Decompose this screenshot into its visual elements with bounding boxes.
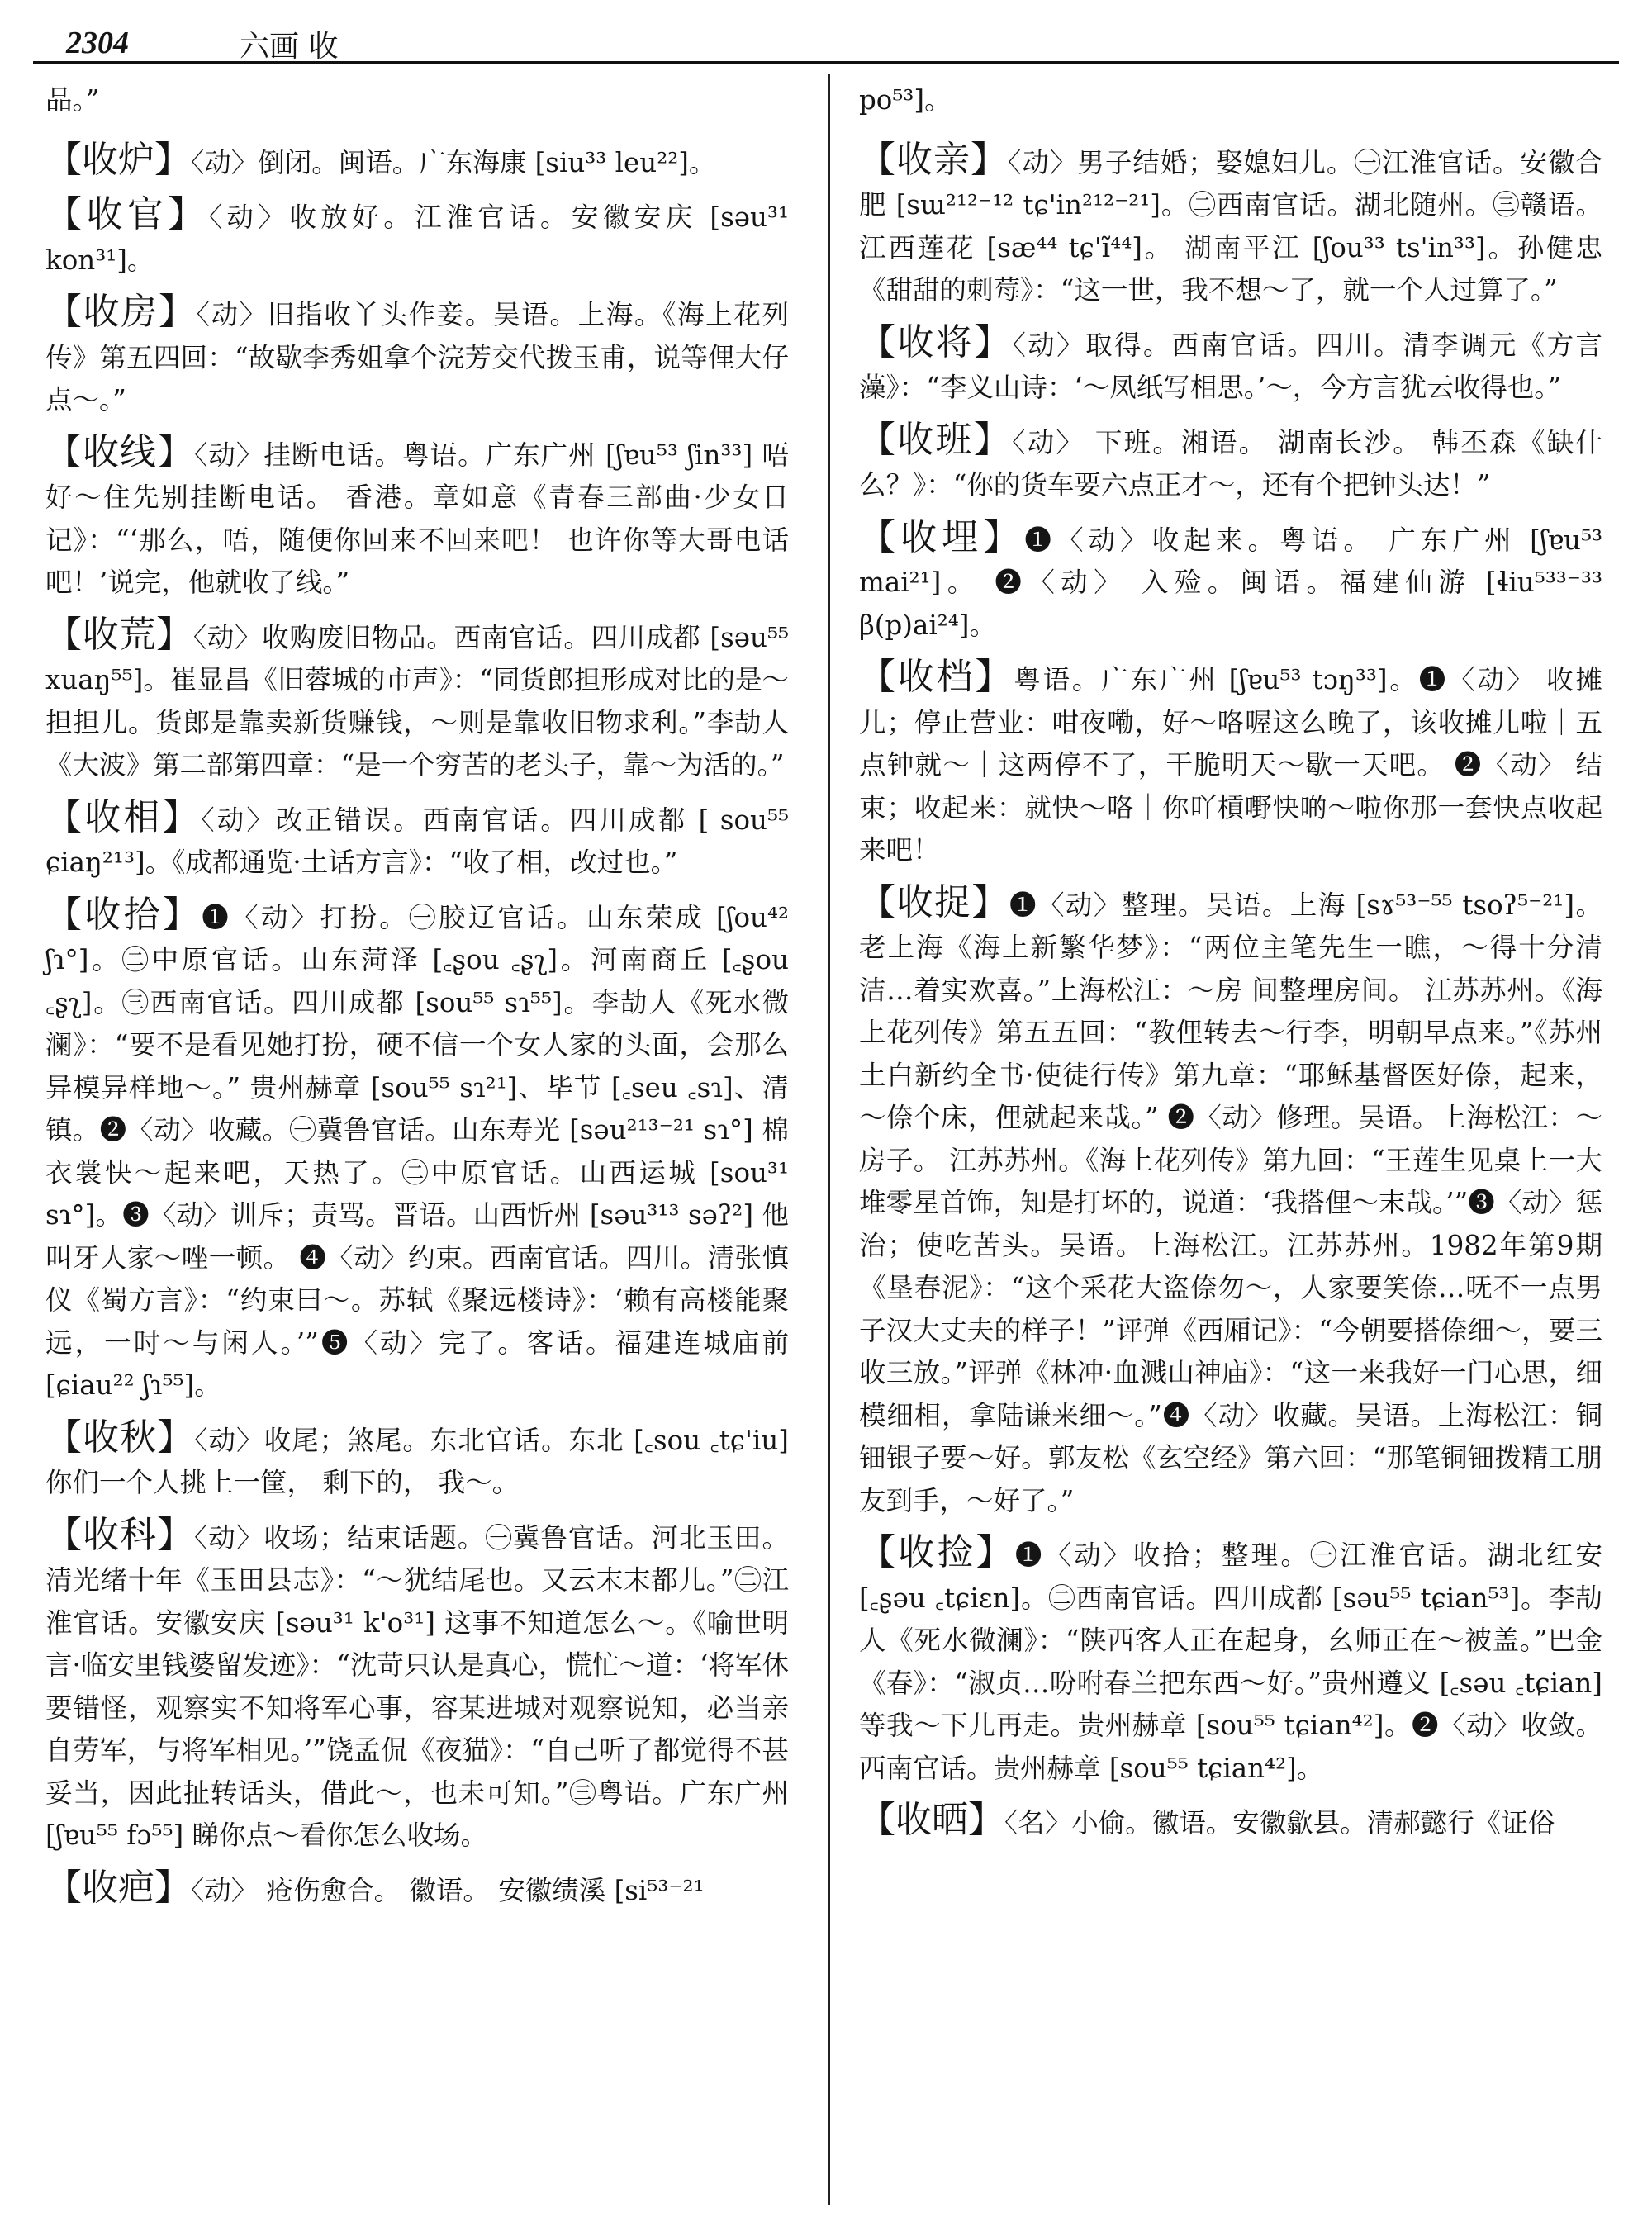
- entry-body: 〈动〉 疮伤愈合。 徽语。 安徽绩溪 [si⁵³⁻²¹: [191, 1874, 705, 1906]
- entry-body: 〈动〉收场；结束话题。㊀冀鲁官话。河北玉田。清光绪十年《玉田县志》：“～犹结尾也。又云末末都儿。”㊁江淮官话。安徽安庆 [səu³¹ k'o³¹] 这事不知道怎么～。《喻世明言·临安里钱婆留发迹》：“沈苛只认是真心，慌忙～道：‘将军休要错怪，观察实不知将军心事，容某进城对观察说知，必当亲自劳军，与将军相见。’”饶孟侃《夜猫》：“自己听了都觉得不甚妥当，因此扯转话头，借此～，也未可知。”㊂粤语。广东广州 [ʃɐu⁵⁵ fɔ⁵⁵] 睇你点～看你怎么收场。: [45, 1521, 789, 1851]
- entry-headword: 【收科】: [45, 1513, 195, 1556]
- entry-shou-ban: [859, 419, 1602, 507]
- continuation-text: 品。”: [45, 84, 100, 116]
- entry-shou-mai: [859, 516, 1602, 648]
- entry-body: 〈动〉收尾；煞尾。东北官话。东北 [꜀sou ꜀tɕ'iu] 你们一个人挑上一筐， 剩下的， 我～。: [45, 1424, 789, 1498]
- entry-body: 〈动〉倒闭。闽语。广东海康 [siu³³ leu²²]。: [191, 146, 716, 178]
- entry-headword: 【收捡】: [859, 1531, 1015, 1573]
- entry-headword: 【收秋】: [45, 1416, 195, 1459]
- page-header: [50, 18, 1619, 64]
- header-rule: [33, 61, 1619, 64]
- column-divider: [828, 74, 830, 2205]
- entry-shou-qiu: [45, 1416, 789, 1505]
- entry-body: ❶〈动〉打扮。㊀胶辽官话。山东荣成 [ʃou⁴² ʃɿ°]。㊁中原官话。山东菏泽 [꜀ʂou ꜀ʂʅ]。河南商丘 [꜀ʂou ꜀ʂʅ]。㊂西南官话。四川成都 [sou⁵⁵ sɿ⁵⁵]。李劼人《死水微澜》：“要不是看见她打扮，硬不信一个女人家的头面，会那么异模异样地～。” 贵州赫章 [sou⁵⁵ sɿ²¹]、毕节 [꜀seu ꜀sɿ]、清镇。❷〈动〉收藏。㊀冀鲁官话。山东寿光 [səu²¹³⁻²¹ sɿ°] 棉衣裳快～起来吧，天热了。㊁中原官话。山西运城 [sou³¹ sɿ°]。❸〈动〉训斥；责骂。晋语。山西忻州 [səu³¹³ səʔ²] 他叫牙人家～唑一顿。 ❹〈动〉约束。西南官话。四川。清张慎仪《蜀方言》：“约束曰～。苏轼《聚远楼诗》：‘赖有高楼能聚远，一时～与闲人。’”❺〈动〉完了。客话。福建连城庙前 [ɕiau²² ʃɿ⁵⁵]。: [45, 901, 790, 1401]
- entry-shou-dang: [859, 656, 1602, 872]
- entry-shou-jiang: [859, 321, 1602, 410]
- entry-headword: 【收班】: [859, 418, 1013, 461]
- entry-shou-ke: [45, 1514, 789, 1858]
- entry-headword: 【收捉】: [859, 880, 1009, 923]
- section-title: 六画 收: [240, 30, 339, 64]
- left-column: [45, 79, 789, 1921]
- entry-shou-ba: [45, 1867, 789, 1913]
- entry-headword: 【收官】: [45, 193, 209, 235]
- entry-body: 粤语。广东广州 [ʃɐu⁵³ tɔŋ³³]。❶〈动〉 收摊儿；停止营业：咁夜嘞，好～咯喔这么晚了，该收摊儿啦｜五点钟就～｜这两停不了，干脆明天～歇一天吧。 ❷〈动〉 结束；收起来：就快～咯｜你吖槓嘢快啲～啦你那一套快点收起来吧！: [859, 664, 1602, 866]
- entry-body: 〈名〉小偷。徽语。安徽歙县。清郝懿行《证俗: [1004, 1807, 1555, 1839]
- entry-body: 〈动〉旧指收丫头作妾。吴语。上海。《海上花列传》第五四回：“故歇李秀姐拿个浣芳交代拨玉甫，说等俚大仔点～。”: [45, 299, 789, 415]
- entry-body: 〈动〉挂断电话。粤语。广东广州 [ʃɐu⁵³ ʃin³³] 唔好～住先别挂断电话。 香港。章如意《青春三部曲·少女日记》：“‘那么，唔，随便你回来不回来吧！ 也许你等大哥电话吧！’说完，他就收了线。”: [45, 439, 789, 598]
- entry-shou-lu: [45, 139, 789, 185]
- entry-body: 〈动〉改正错误。西南官话。四川成都 [ sou⁵⁵ ɕiaŋ²¹³]。《成都通览·土话方言》：“收了相，改过也。”: [45, 804, 790, 878]
- entry-body: 〈动〉取得。西南官话。四川。清李调元《方言藻》：“李义山诗：‘～凤纸写相思。’～，今方言犹云收得也。”: [859, 329, 1602, 403]
- entry-headword: 【收亲】: [859, 138, 1009, 181]
- entry-headword: 【收埋】: [859, 515, 1025, 558]
- entry-shou-guan: [45, 193, 789, 282]
- entry-shou-qin: [859, 139, 1602, 312]
- page-number: 2304: [66, 26, 129, 60]
- entry-headword: 【收荒】: [45, 613, 193, 656]
- entry-body: ❶〈动〉整理。吴语。上海 [sɤ⁵³⁻⁵⁵ tsoʔ⁵⁻²¹]。老上海《海上新繁华梦》：“两位主笔先生一瞧，～得十分清洁…着实欢喜。”上海松江：～房 间整理房间。 江苏苏州。《海上花列传》第五五回：“教俚转去～行李，明朝早点来。”《苏州土白新约全书·使徒行传》第九章：“耶稣基督医好倷，起来，～倷个床，俚就起来哉。” ❷〈动〉修理。吴语。上海松江：～房子。 江苏苏州。《海上花列传》第九回：“王莲生见桌上一大堆零星首饰，知是打坏的，说道：‘我搭俚～末哉。’”❸〈动〉惩治；使吃苦头。吴语。上海松江。江苏苏州。1982年第9期《垦春泥》：“这个采花大盗倷勿～，人家要笑倷…呒不一点男子汉大丈夫的样子！”评弹《西厢记》：“今朝要搭倷细～，要三收三放。”评弹《林冲·血溅山神庙》：“这一来我好一门心思，细模细相，拿陆谦来细～。”❹〈动〉收藏。吴语。上海松江：铜钿银子要～好。郭友松《玄空经》第六回：“那笔铜钿拨精工朋友到手，～好了。”: [859, 889, 1602, 1516]
- entry-headword: 【收线】: [45, 430, 195, 473]
- entry-shou-huang: [45, 614, 789, 787]
- right-column: [859, 79, 1602, 1854]
- entry-shou-jian: [859, 1531, 1602, 1790]
- entry-headword: 【收拾】: [45, 893, 202, 936]
- entry-headword: 【收将】: [859, 320, 1013, 363]
- entry-body: ❶〈动〉收起来。粤语。 广东广州 [ʃɐu⁵³ mai²¹]。 ❷〈动〉 入殓。闽语。福建仙游 [ɬiu⁵³³⁻³³ β(p)ai²⁴]。: [859, 524, 1602, 641]
- entry-shou-xiang: [45, 796, 789, 885]
- entry-shou-fang: [45, 291, 789, 422]
- entry-shou-zhuo: [859, 881, 1602, 1523]
- entry-headword: 【收档】: [859, 656, 1014, 698]
- entry-headword: 【收相】: [45, 795, 202, 838]
- entry-body: 〈动〉 下班。湘语。 湖南长沙。 韩丕森《缺什么？》：“你的货车要六点正才～，还有个把钟头达！”: [859, 426, 1603, 501]
- entry-headword: 【收晒】: [859, 1799, 1004, 1841]
- entry-shou-shi: [45, 894, 789, 1407]
- continuation-text: po⁵³]。: [859, 84, 952, 116]
- entry-body: 〈动〉收购废旧物品。西南官话。四川成都 [səu⁵⁵ xuaŋ⁵⁵]。崔显昌《旧蓉城的市声》：“同货郎担形成对比的是～担担儿。货郎是靠卖新货赚钱，～则是靠收旧物求利。”李劼人《大波》第二部第四章：“是一个穷苦的老头子，靠～为活的。”: [45, 621, 789, 780]
- entry-headword: 【收炉】: [45, 138, 191, 181]
- entry-body: 〈动〉男子结婚；娶媳妇儿。㊀江淮官话。安徽合肥 [sɯ²¹²⁻¹² tɕ'in²¹²⁻²¹]。㊁西南官话。湖北随州。㊂赣语。江西莲花 [sæ⁴⁴ tɕ'ĩ⁴⁴]。 湖南平江 [ʃou³³ ts'in³³]。孙健忠《甜甜的刺莓》：“这一世，我不想～了，就一个人过算了。”: [859, 146, 1602, 306]
- entry-body: 〈动〉收放好。江淮官话。安徽安庆 [səu³¹ kon³¹]。: [45, 202, 789, 276]
- entry-shou-shai: [859, 1799, 1602, 1845]
- entry-body: ❶〈动〉收拾；整理。㊀江淮官话。湖北红安 [꜀ʂəu ꜀tɕiɛn]。㊁西南官话。四川成都 [səu⁵⁵ tɕian⁵³]。李劼人《死水微澜》：“陕西客人正在起身，幺师正在～被盖。”巴金《春》：“淑贞…吩咐春兰把东西～好。”贵州遵义 [꜀səu ꜀tɕian] 等我～下儿再走。贵州赫章 [sou⁵⁵ tɕian⁴²]。❷〈动〉收敛。西南官话。贵州赫章 [sou⁵⁵ tɕian⁴²]。: [859, 1540, 1603, 1784]
- entry-shou-xian: [45, 431, 789, 605]
- entry-headword: 【收房】: [45, 291, 197, 333]
- entry-headword: 【收疤】: [45, 1866, 191, 1909]
